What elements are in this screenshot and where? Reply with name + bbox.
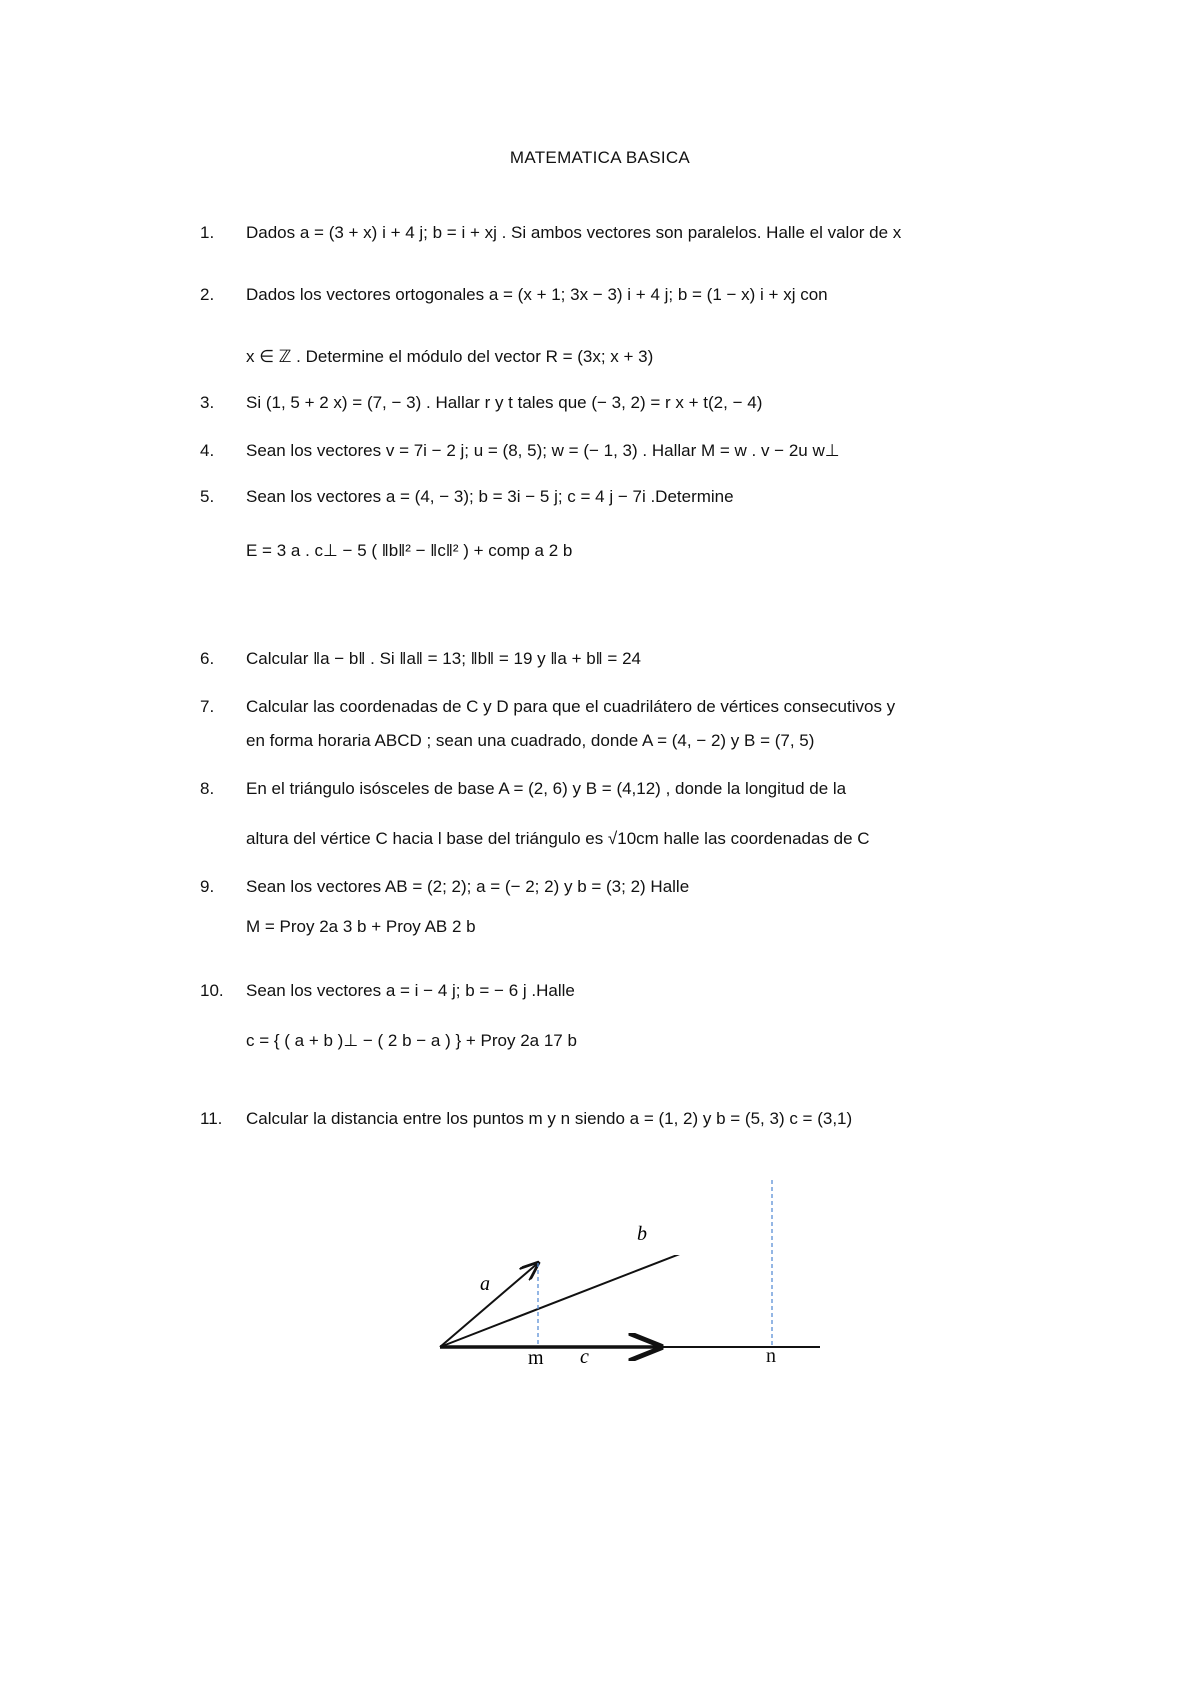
problem-text: Calcular ‖a − b‖ . Si ‖a‖ = 13; ‖b‖ = 19 y ‖a + b‖ = 24 [246, 649, 641, 668]
label-a: a [480, 1273, 490, 1295]
problem-number: 8. [200, 779, 215, 798]
problem-number: 11. [200, 1109, 223, 1128]
problem-text: x ∈ ℤ . Determine el módulo del vector R = (3x; x + 3) [246, 347, 654, 366]
problem-text: c = { ( a + b )⊥ − ( 2 b − a ) } + Proy 2a 17 b [246, 1031, 577, 1050]
problem-number: 1. [200, 223, 215, 242]
problem-text: Calcular la distancia entre los puntos m y n siendo a = (1, 2) y b = (5, 3) c = (3,1) [246, 1109, 853, 1128]
problem-text: Sean los vectores AB = (2; 2); a = (− 2; 2) y b = (3; 2) Halle [246, 877, 690, 896]
problem-number: 5. [200, 487, 215, 506]
label-b: b [637, 1223, 647, 1245]
problem-text: Dados a = (3 + x) i + 4 j; b = i + xj . Si ambos vectores son paralelos. Halle el valor de x [246, 223, 902, 242]
problem-number: 2. [200, 285, 215, 304]
problem-number: 4. [200, 441, 215, 460]
vector-diagram-upper [430, 1170, 830, 1350]
problem-text: Dados los vectores ortogonales a = (x + 1; 3x − 3) i + 4 j; b = (1 − x) i + xj con [246, 285, 828, 304]
problem-text: Sean los vectores a = (4, − 3); b = 3i − 5 j; c = 4 j − 7i .Determine [246, 487, 734, 506]
problem-text: altura del vértice C hacia l base del triángulo es √10cm halle las coordenadas de C [246, 829, 870, 848]
problem-text: M = Proy 2a 3 b + Proy AB 2 b [246, 917, 476, 936]
label-m: m [528, 1347, 544, 1365]
label-n: n [766, 1345, 776, 1367]
problem-number: 3. [200, 393, 215, 412]
problem-number: 9. [200, 877, 215, 896]
problem-number: 10. [200, 981, 224, 1000]
problem-text: En el triángulo isósceles de base A = (2, 6) y B = (4,12) , donde la longitud de la [246, 779, 847, 798]
problem-text: Calcular las coordenadas de C y D para que el cuadrilátero de vértices consecutivos y [246, 697, 896, 716]
label-c: c [580, 1346, 589, 1365]
problem-text: en forma horaria ABCD ; sean una cuadrado, donde A = (4, − 2) y B = (7, 5) [246, 731, 815, 750]
problem-text: E = 3 a . c⊥ − 5 ( ‖b‖² − ‖c‖² ) + comp a 2 b [246, 541, 573, 560]
problem-text: Sean los vectores v = 7i − 2 j; u = (8, 5); w = (− 1, 3) . Hallar M = w . v − 2u w⊥ [246, 441, 840, 460]
problem-number: 6. [200, 649, 215, 668]
problem-number: 7. [200, 697, 215, 716]
problem-text: Si (1, 5 + 2 x) = (7, − 3) . Hallar r y t tales que (− 3, 2) = r x + t(2, − 4) [246, 393, 763, 412]
page-title: MATEMATICA BASICA [509, 148, 691, 167]
problem-text: Sean los vectores a = i − 4 j; b = − 6 j .Halle [246, 981, 575, 1000]
